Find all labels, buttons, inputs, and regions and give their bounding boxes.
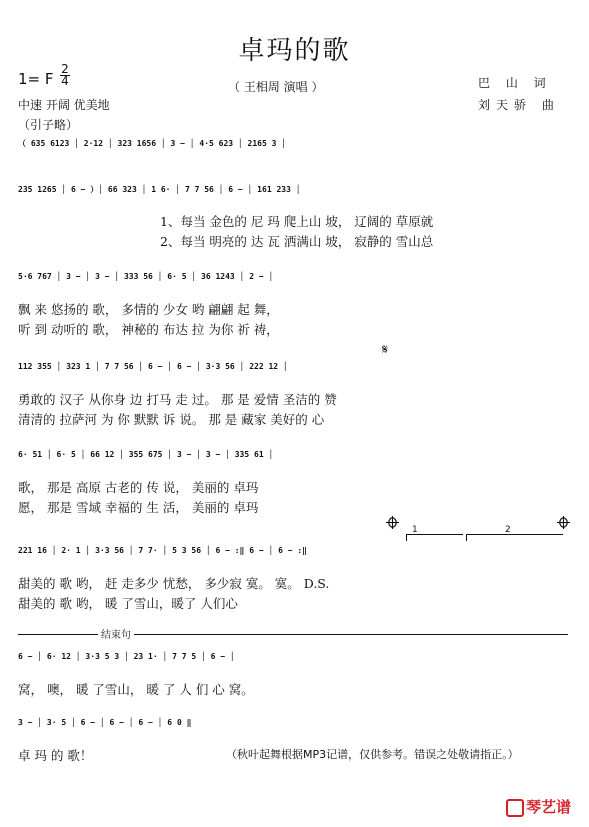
site-logo — [506, 796, 571, 817]
staff-row-1-notes: （ 635 6123 │ 2·12 │ 323 1656 │ 3 − │ 4·5 623 │ 2165 3 │ — [18, 139, 287, 148]
lyrics-row-2-verse-2: 2、每当 明亮的 达 瓦 洒满山 坡， 寂静的 雪山总 — [160, 234, 434, 249]
logo-text: 琴艺谱 — [525, 798, 571, 816]
song-title: 卓玛的歌 — [238, 36, 351, 66]
logo-icon — [506, 799, 524, 817]
time-signature — [60, 64, 70, 87]
staff-row-3-notes: 5·6 767 │ 3 − │ 3 − │ 333 56 │ 6· 5 │ 36 1243 │ 2 − │ — [18, 272, 274, 281]
key-signature: 1= F — [18, 70, 54, 88]
composer-credit: 刘天骄 曲 — [478, 98, 560, 112]
intro-note: （引子略） — [18, 118, 79, 132]
lyrics-row-5-verse-2: 愿， 那是 雪域 幸福的 生 活， 美丽的 卓玛 — [18, 500, 259, 515]
coda-label: 结束句 — [98, 626, 134, 641]
performer: （ 王相周 演唱 ） — [228, 80, 324, 94]
staff-row-5-notes: 6· 51 │ 6· 5 │ 66 12 │ 355 675 │ 3 − │ 3 − │ 335 61 │ — [18, 450, 274, 459]
second-ending-bracket — [466, 534, 563, 541]
lyrics-row-6-verse-1: 甜美的 歌 哟， 赶 走多少 忧愁， 多少寂 寞。 寞。 D.S. — [18, 576, 330, 591]
lyrics-row-6-verse-2: 甜美的 歌 哟， 暖 了雪山，暖了 人们心 — [18, 596, 238, 611]
staff-row-8-notes: 3 − │ 3· 5 │ 6 − │ 6 − │ 6 − │ 6 0 ‖ — [18, 718, 192, 727]
lyrics-row-4-verse-2: 清清的 拉萨河 为 你 默默 诉 说。 那 是 藏家 美好的 心 — [18, 412, 325, 427]
meter-bottom: 4 — [61, 74, 69, 88]
first-ending-label: 1 — [412, 525, 418, 535]
staff-row-6-notes: 221 16 │ 2· 1 │ 3·3 56 │ 7 7· │ 5 3 56 │ 6 − :‖ 6 − │ 6 − :‖ — [18, 546, 307, 555]
tempo-marking: 中速 开阔 优美地 — [18, 98, 110, 112]
lyrics-row-2-verse-1: 1、每当 金色的 尼 玛 爬上山 坡， 辽阔的 草原就 — [160, 214, 434, 229]
staff-row-7-notes: 6 − │ 6· 12 │ 3·3 5 3 │ 23 1· │ 7 7 5 │ 6 − │ — [18, 652, 235, 661]
coda-icon-right — [557, 516, 570, 529]
lyrics-row-7: 窝， 噢， 暖 了雪山， 暖 了 人 们 心 窝。 — [18, 682, 254, 697]
staff-row-2-notes: 235 1265 │ 6 − ）│ 66 323 │ 1 6· │ 7 7 56 │ 6 − │ 161 233 │ — [18, 185, 301, 194]
lyrics-row-4-verse-1: 勇敢的 汉子 从你身 边 打马 走 过。 那 是 爱情 圣洁的 赞 — [18, 392, 337, 407]
first-ending-bracket — [406, 534, 463, 541]
segno-icon: 𝄋 — [382, 342, 389, 358]
footnote: （秋叶起舞根据MP3记谱，仅供参考。错误之处敬请指正。） — [226, 748, 519, 761]
lyrics-row-3-verse-1: 飘 来 悠扬的 歌， 多情的 少女 哟 翩翩 起 舞， — [18, 302, 279, 317]
meter-top: 2 — [61, 62, 69, 76]
second-ending-label: 2 — [505, 525, 511, 535]
lyrics-row-3-verse-2: 听 到 动听的 歌， 神秘的 布达 拉 为你 祈 祷， — [18, 322, 279, 337]
lyricist-credit: 巴 山 词 — [478, 76, 552, 90]
coda-icon-left — [386, 516, 399, 529]
lyrics-row-8: 卓 玛 的 歌！ — [18, 748, 93, 763]
staff-row-4-notes: 112 355 │ 323 1 │ 7 7 56 │ 6 − │ 6 − │ 3·3 56 │ 222 12 │ — [18, 362, 288, 371]
lyrics-row-5-verse-1: 歌， 那是 高原 古老的 传 说， 美丽的 卓玛 — [18, 480, 259, 495]
